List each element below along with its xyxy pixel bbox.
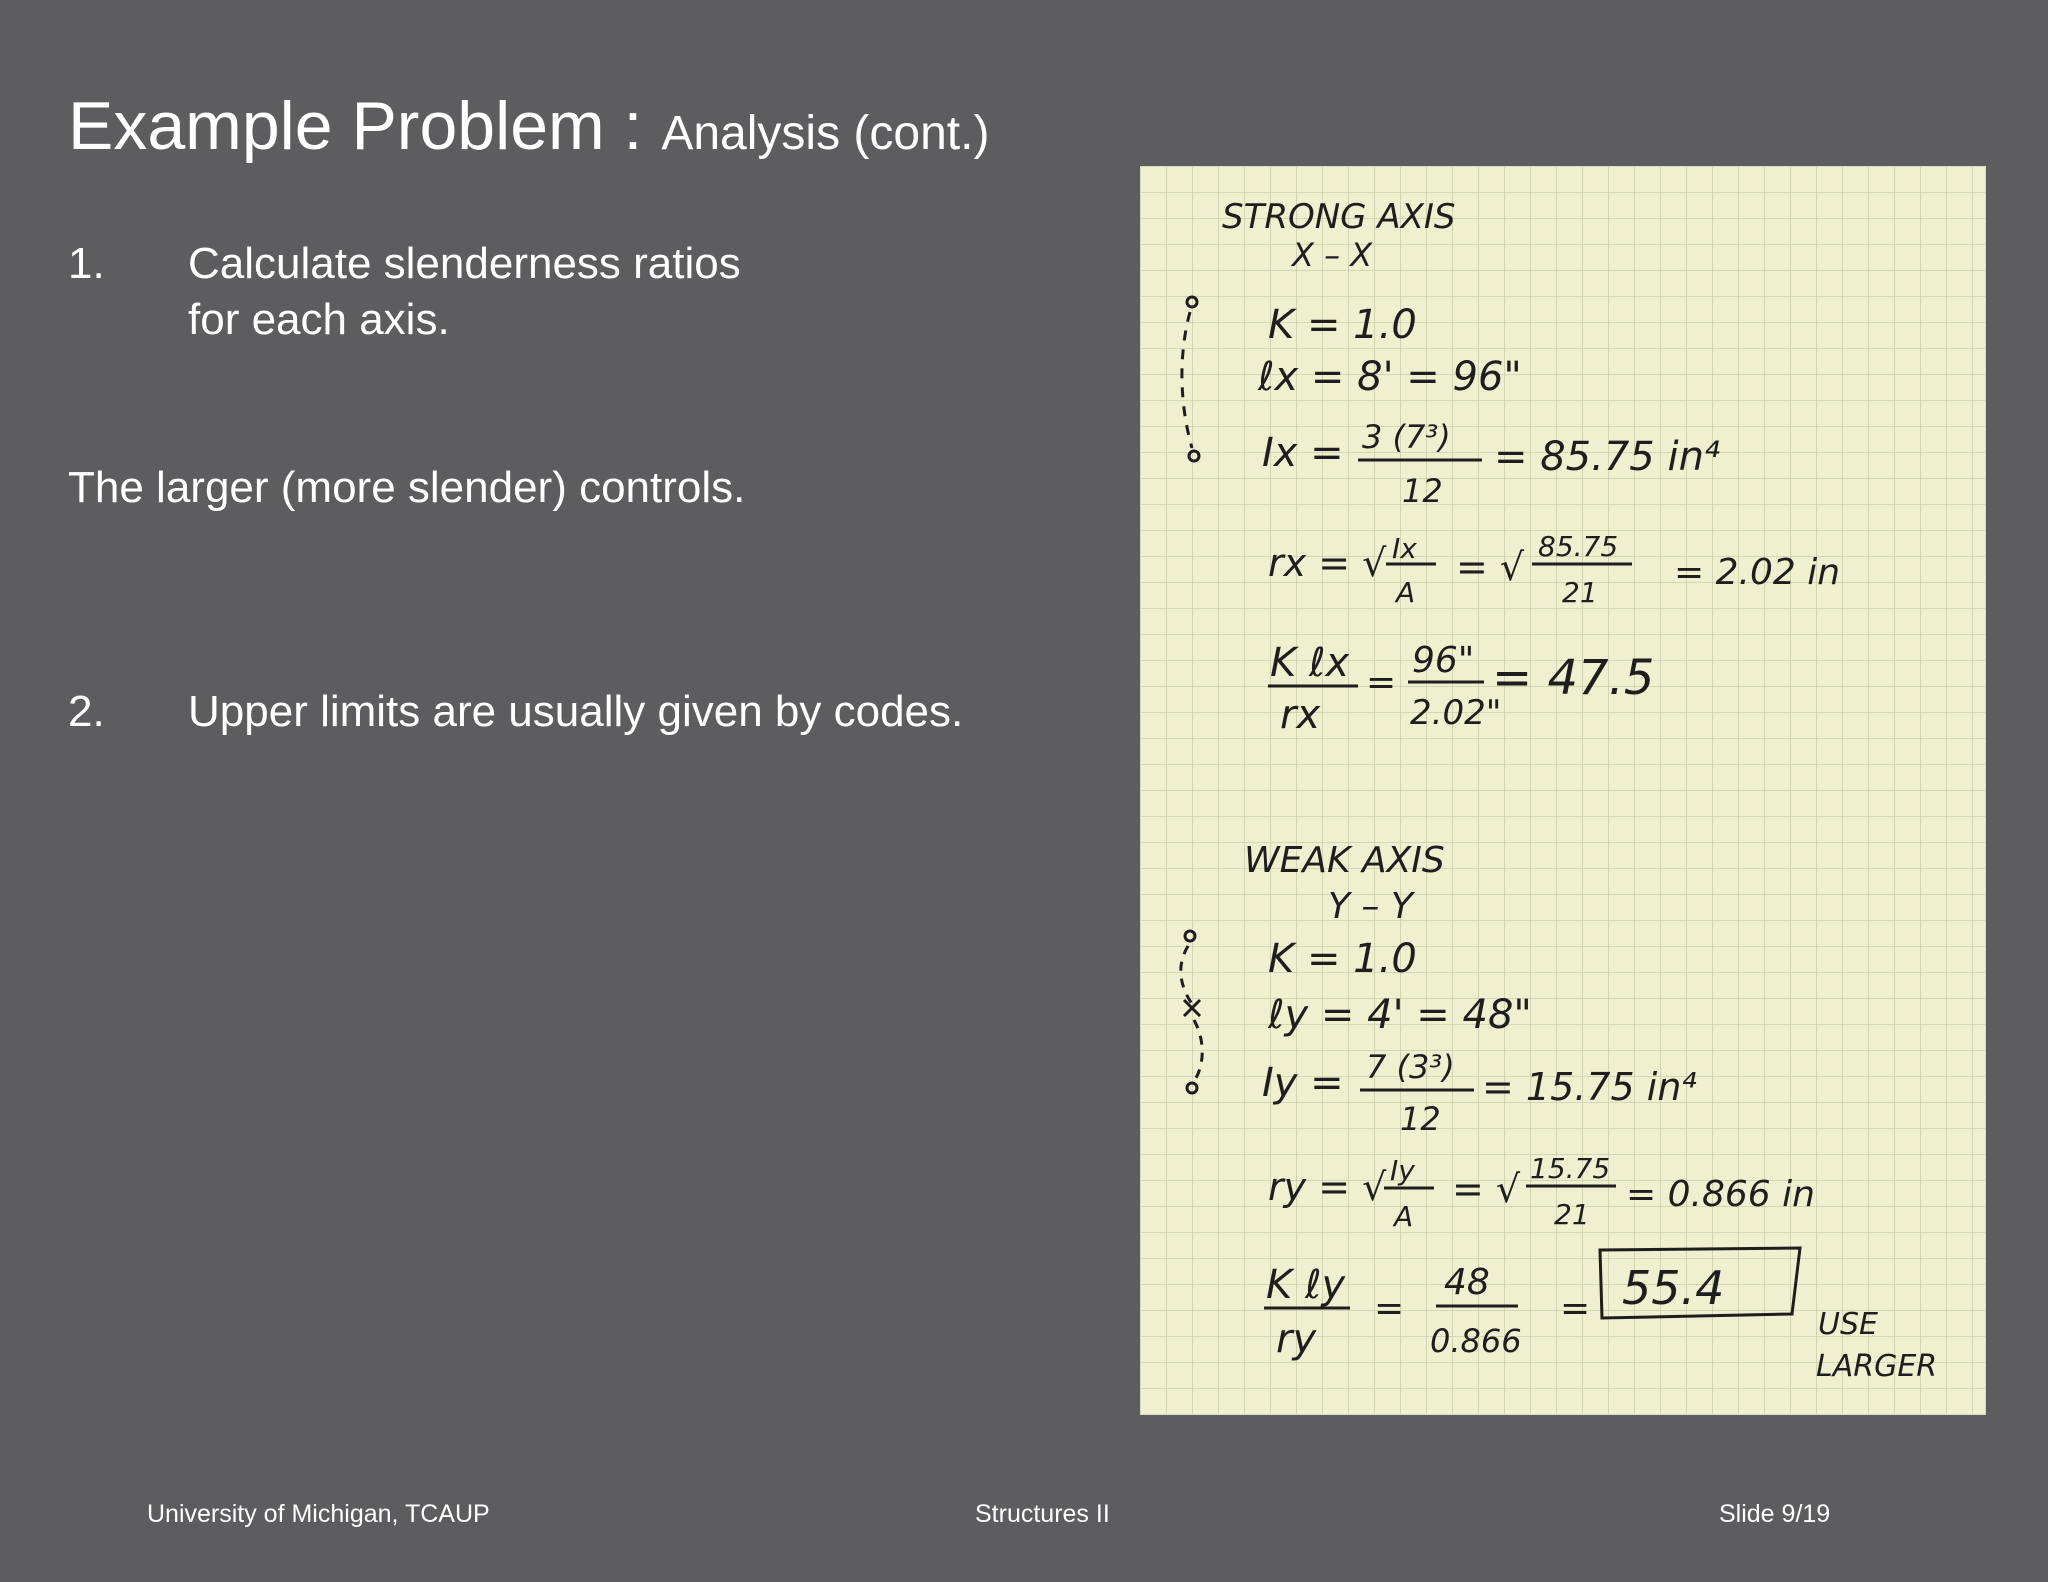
rx-result: = 2.02 in [1674,552,1841,593]
rx-lhs: rx = √ [1268,541,1387,585]
iy-lhs: Iy = [1262,1060,1344,1106]
footer-slide-number: Slide 9/19 [1719,1500,1831,1528]
ly-value: ℓy = 4' = 48" [1268,992,1532,1038]
ry-frac-num: Iy [1390,1154,1415,1187]
handwritten-calculation-sheet [1140,166,1986,1415]
rx-frac-num: Ix [1392,532,1417,565]
controls-note: The larger (more slender) controls. [68,463,746,512]
k-strong: K = 1.0 [1268,302,1417,348]
ry-numerator: 15.75 [1530,1152,1611,1185]
ix-numerator: 3 (7³) [1362,418,1451,456]
iy-denominator: 12 [1400,1100,1441,1138]
sly-denominator: ry [1276,1316,1317,1362]
sly-numerator: K ℓy [1266,1262,1346,1308]
item-1-number: 1. [68,239,105,288]
rx-denominator: 21 [1562,576,1598,609]
ry-denominator: 21 [1554,1198,1590,1231]
weak-axis-heading: WEAK AXIS [1244,840,1445,881]
ry-lhs: ry = √ [1268,1165,1387,1209]
strong-axis-label: X – X [1292,236,1373,274]
graph-paper [1140,166,1986,1415]
footer-course: Structures II [975,1500,1110,1528]
weak-axis-label: Y – Y [1328,886,1413,927]
slx-result: = 47.5 [1492,650,1655,706]
item-1-line-1: Calculate slenderness ratios [188,239,741,288]
sly-result: 55.4 [1622,1261,1725,1315]
lx-value: ℓx = 8' = 96" [1258,354,1522,400]
title-main: Example Problem : [68,88,662,164]
iy-result: = 15.75 in⁴ [1482,1065,1697,1109]
sly-value-den: 0.866 [1430,1322,1522,1360]
rx-eq: = √ [1456,545,1525,589]
item-1-line-2: for each axis. [188,295,450,344]
ix-result: = 85.75 in⁴ [1494,434,1720,480]
slx-numerator: K ℓx [1270,640,1350,686]
footer-institution: University of Michigan, TCAUP [147,1500,490,1528]
ry-eq: = √ [1452,1167,1521,1211]
title-sub: Analysis (cont.) [661,107,990,160]
use-larger-line-1: USE [1818,1307,1878,1342]
item-2-line-1: Upper limits are usually given by codes. [188,687,964,736]
rx-frac-den: A [1396,576,1416,609]
ry-result: = 0.866 in [1626,1174,1815,1215]
slx-eq: = [1366,662,1397,703]
slx-denominator: rx [1280,692,1321,738]
slx-value-den: 2.02" [1410,693,1502,733]
strong-axis-heading: STRONG AXIS [1222,197,1456,237]
list-item-1 [68,236,828,356]
ix-lhs: Ix = [1262,430,1344,476]
use-larger-line-2: LARGER [1816,1349,1938,1384]
list-item-2 [68,684,1028,744]
iy-numerator: 7 (3³) [1366,1048,1455,1086]
slx-value-num: 96" [1412,640,1475,681]
slide-title [68,88,990,164]
sly-value-num: 48 [1444,1262,1490,1303]
ix-denominator: 12 [1402,472,1443,510]
rx-numerator: 85.75 [1538,530,1619,563]
k-weak: K = 1.0 [1268,936,1417,982]
sly-eq: = [1374,1288,1405,1329]
ry-frac-den: A [1394,1200,1414,1233]
item-2-number: 2. [68,687,105,736]
sly-eq2: = [1560,1288,1591,1329]
